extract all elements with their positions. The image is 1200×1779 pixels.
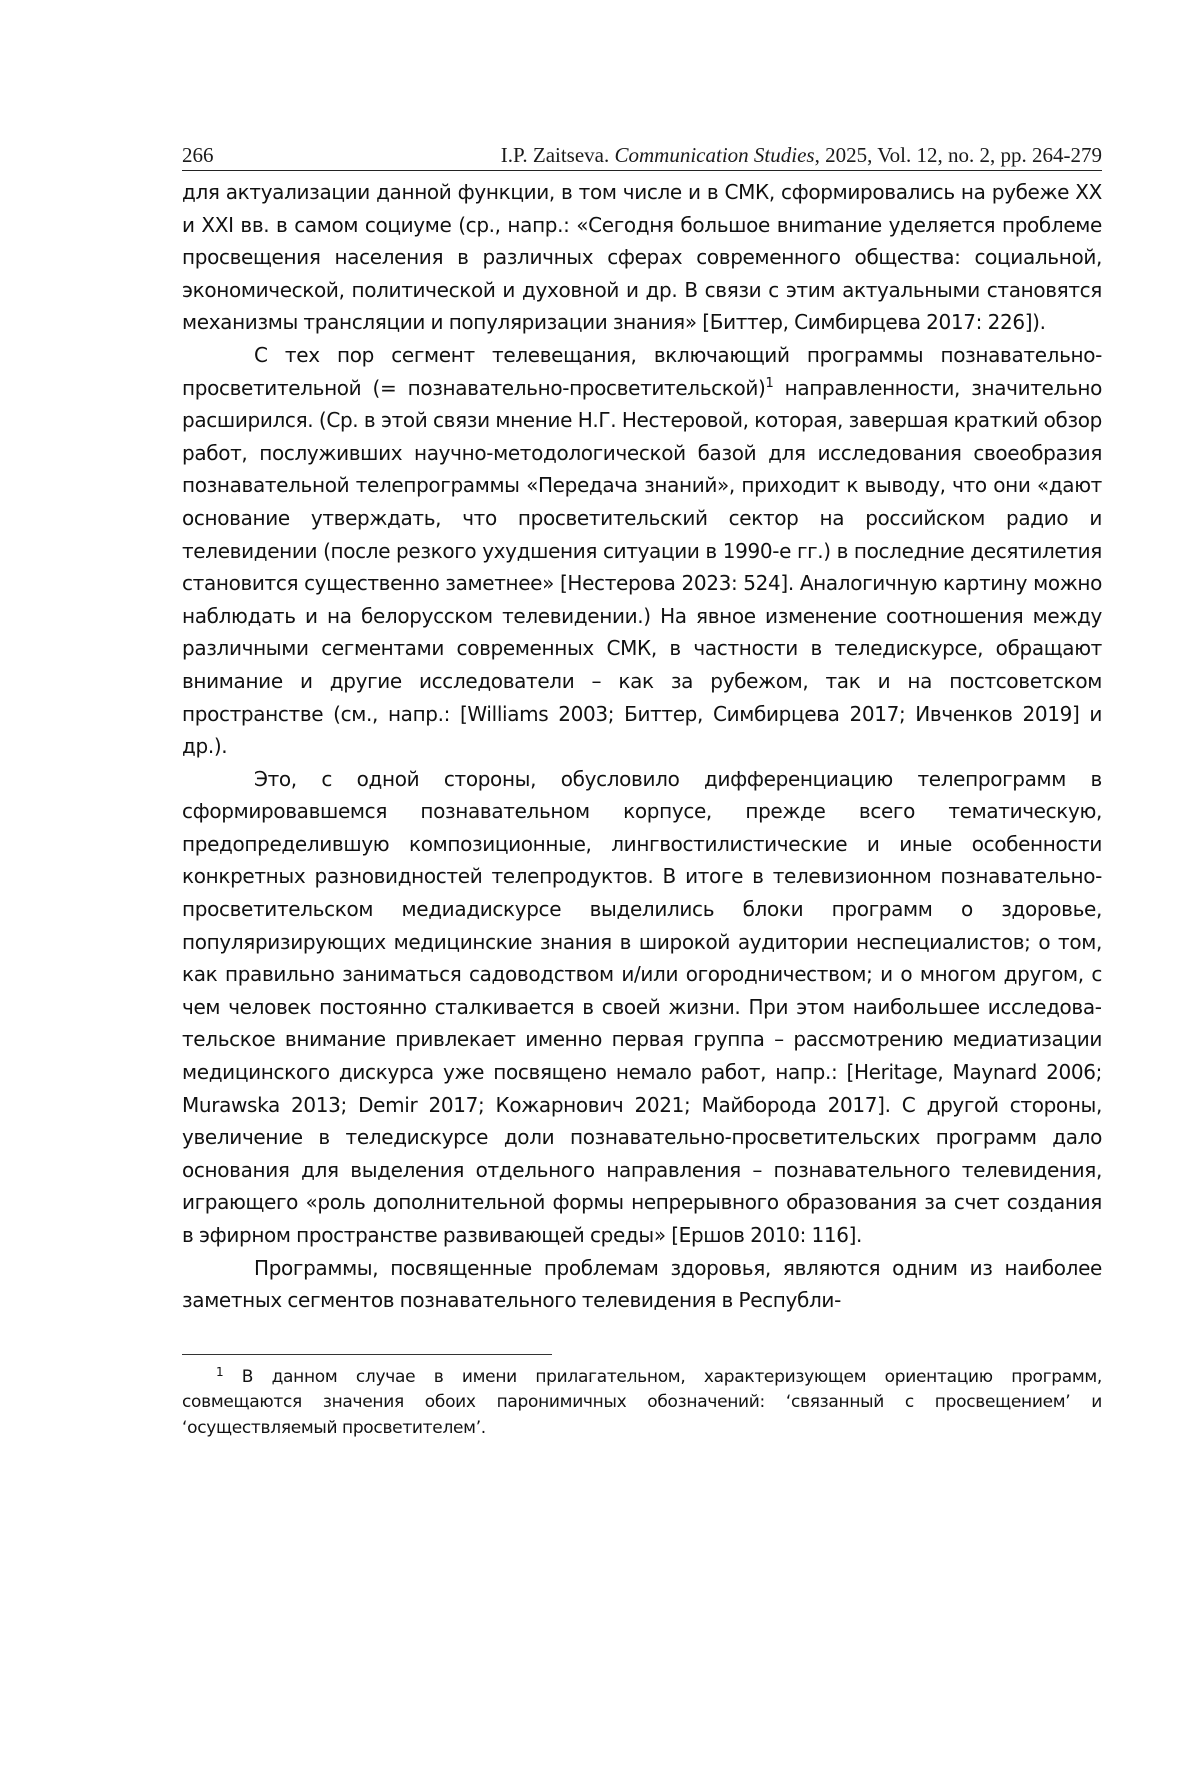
footnote-mark: 1: [216, 1364, 224, 1379]
issue-details: , 2025, Vol. 12, no. 2, pp. 264-279: [814, 143, 1102, 167]
journal-title: Communication Studies: [614, 143, 815, 167]
paragraph: Это, с одной стороны, обусловило дифференциацию телепрограмм в сформировавшемся познавательном корпусе, прежде всего тематическую, предопределившую композиционные, лингвостилистические и иные особенности конкретных разновидностей телепродуктов. В итоге в телевизионном познавательно-просветительском медиадискурсе выделились блоки программ о здоровье, популяризирующих медицинские знания в широкой аудитории неспециалистов; о том, как правильно заниматься садоводством и/или огородничеством; и о многом другом, с чем человек постоянно сталкивается в своей жизни. При этом наибольшее исследовательское внимание привлекает именно первая группа – рассмотрению медиатизации медицинского дискурса уже посвящено немало работ, напр.: [Heritage, Maynard 2006; Murawska 2013; Demir 2017; Кожарнович 2021; Майборода 2017]. С другой стороны, увеличение в теледискурсе доли познавательно-просветительских программ дало основания для выделения отдельного направления – познавательного телевидения, играющего «роль дополнительной формы непрерывного образования за счет создания в эфирном пространстве развивающей среды» [Ершов 2010: 116].: [182, 766, 1102, 1247]
paragraph-continued: для актуализации данной функции, в том числе и в СМК, сформировались на рубеже XX и XXI вв. в самом социуме (ср., напр.: «Сегодня большое вниmание уделяется проблеме просвещения населения в различных сферах современного общества: социальной, экономической, политической и духовной и др. В связи с этим актуальными становятся механизмы трансляции и популяризации знания» [Биттер, Симбирцева 2017: 226]).: [182, 180, 1102, 335]
running-header: [182, 140, 1102, 171]
page-number: 266: [182, 143, 214, 167]
footnote: [182, 1365, 1102, 1442]
footnote-separator: [182, 1354, 552, 1355]
paragraph-continues: Программы, посвященные проблемам здоровья, являются одним из наиболее заметных сегментов познавательного телевидения в Республи-: [182, 1255, 1102, 1313]
footnote-reference[interactable]: 1: [765, 375, 774, 391]
paragraph-text: направленности, значительно расширился. (Ср. в этой связи мнение Н.Г. Нестеровой, которая, завершая краткий обзор работ, послуживших научно-методологической базой для исследования своеобразия познавательной телепрограммы «Передача знаний», приходит к выводу, что они «дают основание утверждать, что просветительский сектор на российском радио и телевидении (после резкого ухудшения ситуации в 1990-е гг.) в последние десятилетия становится существенно заметнее» [Нестерова 2023: 524]. Аналогичную картину можно наблюдать и на белорусском телевидении.) На явное изменение соотношения между различными сегментами современных СМК, в частности в теледискурсе, обращают внимание и другие исследователи – как за рубежом, так и на постсоветском пространстве (см., напр.: [Williams 2003; Биттер, Симбирцева 2017; Ивченков 2019] и др.).: [182, 375, 1102, 759]
footnote-text: В данном случае в имени прилагательном, характеризующем ориентацию программ, совмещаются значения обоих паронимичных обозначений: ‘связанный с просвещением’ и ‘осуществляемый просветителем’.: [182, 1366, 1102, 1438]
paragraph-text: С тех пор сегмент телевещания, включающий программы познавательно-просветительной (= познавательно-просветительской): [182, 342, 1102, 400]
paragraph: [182, 339, 1102, 763]
article-citation: [501, 140, 1102, 170]
article-body: [182, 176, 1102, 1317]
author-name: I.P. Zaitseva.: [500, 143, 610, 167]
journal-page: [182, 140, 1102, 1740]
